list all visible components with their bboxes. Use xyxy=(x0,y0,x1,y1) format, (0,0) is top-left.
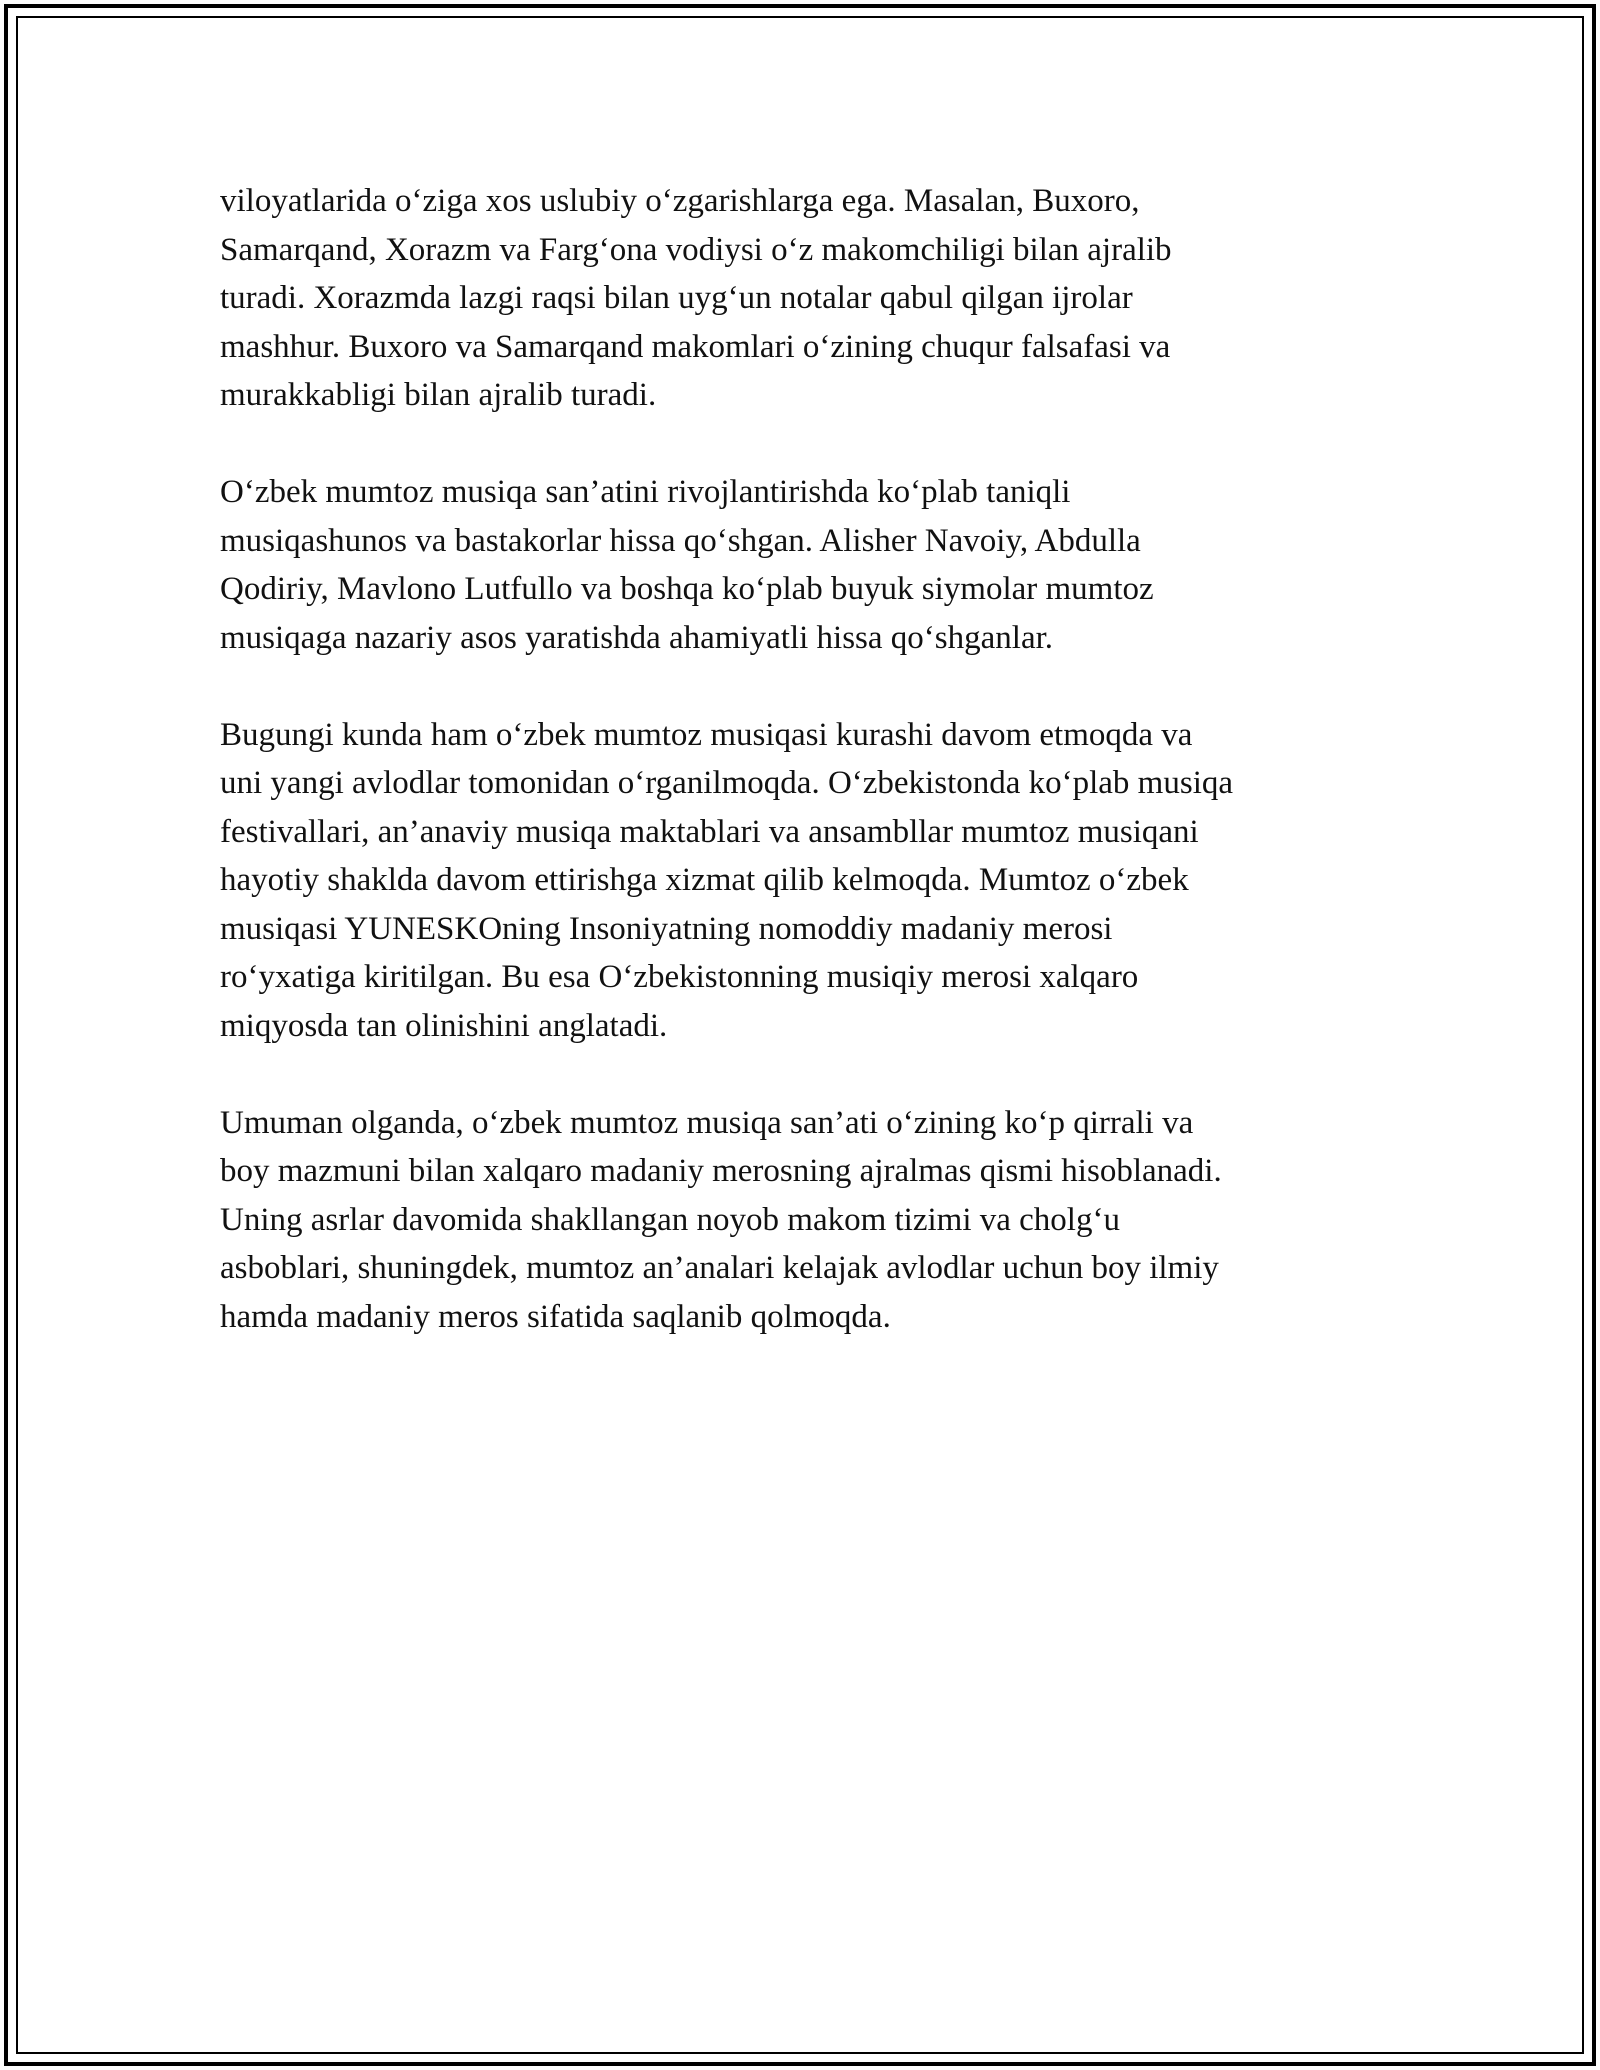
text-line: Uning asrlar davomida shakllangan noyob makom tizimi va cholg‘u xyxy=(220,1201,1120,1238)
text-line: miqyosda tan olinishini anglatadi. xyxy=(220,1007,668,1044)
text-line: murakkabligi bilan ajralib turadi. xyxy=(220,377,657,413)
text-line: festivallari, an’anaviy musiqa maktablari va ansambllar mumtoz musiqani xyxy=(220,813,1199,850)
text-line: musiqaga nazariy asos yaratishda ahamiyatli hissa qo‘shganlar. xyxy=(220,619,1054,656)
text-line: Samarqand, Xorazm va Farg‘ona vodiysi o‘z makomchiligi bilan ajralib xyxy=(220,231,1172,268)
text-line: hayotiy shaklda davom ettirishga xizmat qilib kelmoqda. Mumtoz o‘zbek xyxy=(220,862,1189,898)
text-line: musiqasi YUNESKOning Insoniyatning nomoddiy madaniy merosi xyxy=(220,910,1113,947)
paragraph-4 xyxy=(220,1099,1380,1342)
text-line: O‘zbek mumtoz musiqa san’atini rivojlantirishda ko‘plab taniqli xyxy=(220,474,1071,510)
text-line: Qodiriy, Mavlono Lutfullo va boshqa ko‘plab buyuk siymolar mumtoz xyxy=(220,571,1154,607)
text-line: Bugungi kunda ham o‘zbek mumtoz musiqasi kurashi davom etmoqda va xyxy=(220,716,1193,753)
text-line: Umuman olganda, o‘zbek mumtoz musiqa san’ati o‘zining ko‘p qirrali va xyxy=(220,1104,1194,1141)
paragraph-3 xyxy=(220,711,1380,1051)
document-body xyxy=(220,177,1380,1341)
text-line: asboblari, shuningdek, mumtoz an’analari kelajak avlodlar uchun boy ilmiy xyxy=(220,1250,1219,1286)
text-line: turadi. Xorazmda lazgi raqsi bilan uyg‘un notalar qabul qilgan ijrolar xyxy=(220,280,1133,316)
paragraph-1 xyxy=(220,177,1380,420)
text-line: mashhur. Buxoro va Samarqand makomlari o‘zining chuqur falsafasi va xyxy=(220,328,1171,365)
text-line: hamda madaniy meros sifatida saqlanib qolmoqda. xyxy=(220,1298,891,1335)
text-line: viloyatlarida o‘ziga xos uslubiy o‘zgarishlarga ega. Masalan, Buxoro, xyxy=(220,183,1140,219)
text-line: ro‘yxatiga kiritilgan. Bu esa O‘zbekistonning musiqiy merosi xalqaro xyxy=(220,959,1139,995)
paragraph-2 xyxy=(220,468,1380,662)
text-line: boy mazmuni bilan xalqaro madaniy merosning ajralmas qismi hisoblanadi. xyxy=(220,1153,1222,1189)
text-line: musiqashunos va bastakorlar hissa qo‘shgan. Alisher Navoiy, Abdulla xyxy=(220,522,1141,559)
text-line: uni yangi avlodlar tomonidan o‘rganilmoqda. O‘zbekistonda ko‘plab musiqa xyxy=(220,765,1234,801)
